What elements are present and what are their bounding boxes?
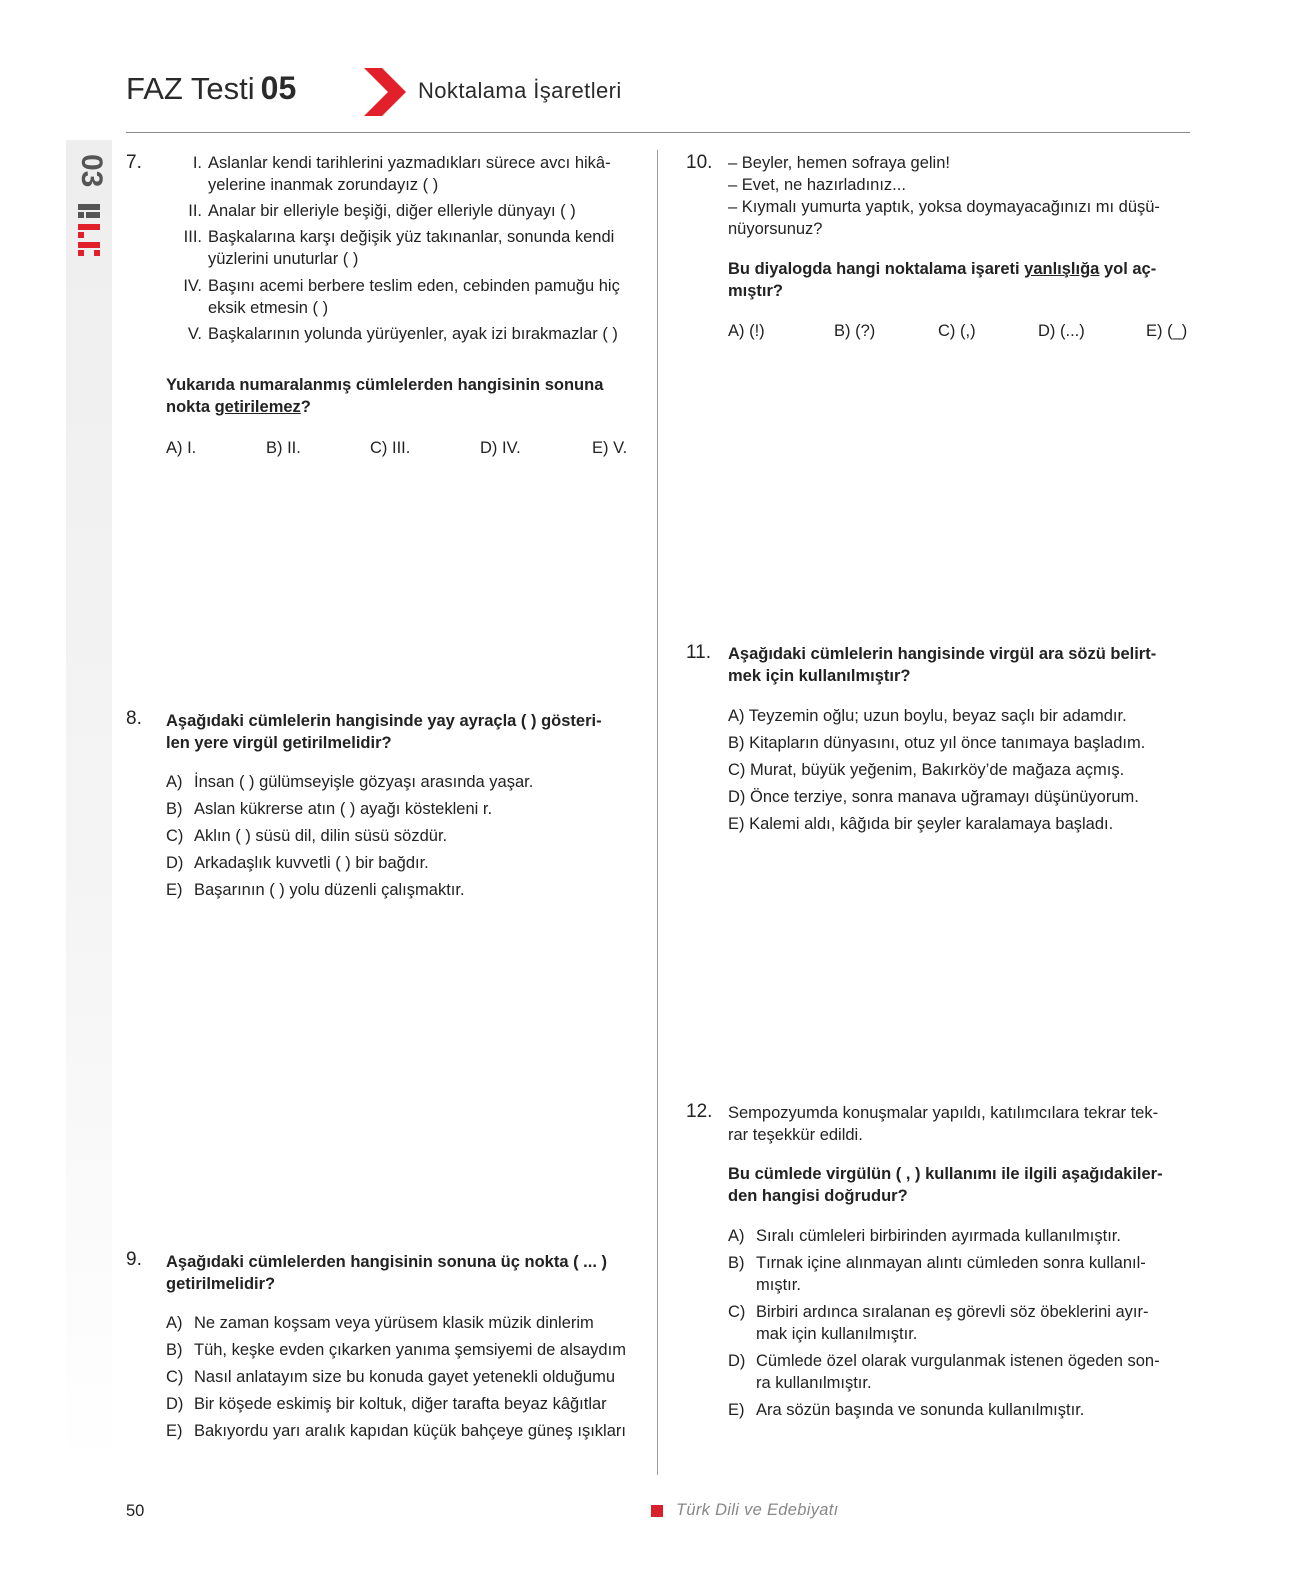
test-title xyxy=(126,70,296,107)
q12-question: Bu cümlede virgülün ( , ) kullanımı ile ilgili aşağıdakiler- den hangisi doğrudur? xyxy=(728,1165,1163,1205)
q10-dialog: – Beyler, hemen sofraya gelin! – Evet, ne hazırladınız... – Kıymalı yumurta yaptık, yoksa doymayacağınızı mı düşü- nüyorsunuz? xyxy=(728,154,1160,238)
answer-option[interactable]: C) Murat, büyük yeğenim, Bakırköy’de mağaza açmış. xyxy=(728,761,1125,779)
chevron-right-icon xyxy=(364,68,406,116)
answer-option[interactable]: D) (...) xyxy=(1038,322,1085,340)
statement-item: I. Aslanlar kendi tarihlerini yazmadıkları sürece avcı hikâ- yelerine inanmak zorundayız ( ) xyxy=(192,154,611,194)
answer-option[interactable]: B) Tüh, keşke evden çıkarken yanıma şemsiyemi de alsaydım xyxy=(166,1341,626,1359)
answer-option[interactable]: E) V. xyxy=(592,439,628,457)
answer-option[interactable]: E) Bakıyordu yarı aralık kapıdan küçük bahçeye güneş ışıkları xyxy=(166,1422,626,1440)
answer-option[interactable]: C) Birbiri ardınca sıralanan eş görevli söz öbeklerini ayır- mak için kullanılmıştır. xyxy=(728,1303,1149,1343)
answer-option[interactable]: E) Başarının ( ) yolu düzenli çalışmaktır. xyxy=(166,881,465,899)
page-number: 50 xyxy=(126,1502,145,1520)
q11-question: Aşağıdaki cümlelerin hangisinde virgül ara sözü belirt- mek için kullanılmıştır? xyxy=(728,645,1157,685)
header-divider xyxy=(126,132,1190,133)
answer-option[interactable]: A) (!) xyxy=(728,322,765,340)
answer-option[interactable]: D) IV. xyxy=(480,439,521,457)
q10-question: Bu diyalogda hangi noktalama işareti yanlışlığa yol aç- mıştır? xyxy=(728,260,1157,300)
faz-side-logo xyxy=(70,150,110,260)
answer-option[interactable]: A) Sıralı cümleleri birbirinden ayırmada kullanılmıştır. xyxy=(728,1227,1121,1245)
answer-option[interactable]: C) (,) xyxy=(938,322,976,340)
subject-label: Türk Dili ve Edebiyatı xyxy=(676,1501,839,1519)
answer-option[interactable]: A) Ne zaman koşsam veya yürüsem klasik müzik dinlerim xyxy=(166,1314,594,1332)
question-number: 8. xyxy=(126,708,142,729)
q12-stem: Sempozyumda konuşmalar yapıldı, katılımcılara tekrar tek- rar teşekkür edildi. xyxy=(728,1104,1159,1144)
answer-option[interactable]: D) Bir köşede eskimiş bir koltuk, diğer tarafta beyaz kâğıtlar xyxy=(166,1395,607,1413)
q9-question: Aşağıdaki cümlelerden hangisinin sonuna üç nokta ( ... ) getirilmelidir? xyxy=(166,1253,607,1293)
answer-option[interactable]: A) İnsan ( ) gülümseyişle gözyaşı arasında yaşar. xyxy=(166,773,534,791)
question-number: 7. xyxy=(126,152,142,173)
question-number: 12. xyxy=(686,1101,713,1122)
q8-question: Aşağıdaki cümlelerin hangisinde yay ayraçla ( ) gösteri- len yere virgül getirilmelidir? xyxy=(166,712,602,752)
answer-option[interactable]: C) III. xyxy=(370,439,411,457)
answer-option[interactable]: E) (_) xyxy=(1146,322,1188,340)
svg-text:03: 03 xyxy=(75,154,109,188)
footer-square-icon xyxy=(651,1505,663,1517)
answer-option[interactable]: E) Ara sözün başında ve sonunda kullanılmıştır. xyxy=(728,1401,1085,1419)
q7-statements xyxy=(170,152,640,352)
side-band xyxy=(66,140,112,1470)
question-number: 11. xyxy=(686,642,712,663)
answer-option[interactable]: D) Önce terziye, sonra manava uğramayı düşünüyorum. xyxy=(728,788,1139,806)
answer-option[interactable]: D) Cümlede özel olarak vurgulanmak istenen ögeden son- ra kullanılmıştır. xyxy=(728,1352,1160,1392)
answer-option[interactable]: B) Tırnak içine alınmayan alıntı cümleden sonra kullanıl- mıştır. xyxy=(728,1254,1146,1294)
answer-option[interactable]: E) Kalemi aldı, kâğıda bir şeyler karalamaya başladı. xyxy=(728,815,1114,833)
question-number: 10. xyxy=(686,152,713,173)
statement-item: V. Başkalarının yolunda yürüyenler, ayak izi bırakmazlar ( ) xyxy=(187,325,618,343)
answer-option[interactable]: B) II. xyxy=(266,439,301,457)
answer-option[interactable]: C) Aklın ( ) süsü dil, dilin süsü sözdür. xyxy=(166,827,448,845)
q7-question: Yukarıda numaralanmış cümlelerden hangisinin sonuna nokta getirilemez? xyxy=(166,376,604,416)
statement-item: IV. Başını acemi berbere teslim eden, cebinden pamuğu hiç eksik etmesin ( ) xyxy=(183,277,620,317)
answer-option[interactable]: B) Kitapların dünyasını, otuz yıl önce tanımaya başladım. xyxy=(728,734,1146,752)
answer-option[interactable]: A) I. xyxy=(166,439,197,457)
test-title-text: FAZ Testi xyxy=(126,71,255,106)
topic-title: Noktalama İşaretleri xyxy=(418,78,622,103)
answer-option[interactable]: A) Teyzemin oğlu; uzun boylu, beyaz saçlı bir adamdır. xyxy=(728,707,1127,725)
statement-item: II. Analar bir elleriyle beşiği, diğer elleriyle dünyayı ( ) xyxy=(188,202,576,220)
column-divider xyxy=(657,150,658,1475)
statement-item: III. Başkalarına karşı değişik yüz takınanlar, sonunda kendi yüzlerini unuturlar ( ) xyxy=(183,228,615,268)
answer-option[interactable]: D) Arkadaşlık kuvvetli ( ) bir bağdır. xyxy=(166,854,429,872)
answer-option[interactable]: C) Nasıl anlatayım size bu konuda gayet yetenekli olduğumu xyxy=(166,1368,615,1386)
answer-option[interactable]: B) (?) xyxy=(834,322,876,340)
answer-option[interactable]: B) Aslan kükrerse atın ( ) ayağı köstekleni r. xyxy=(166,800,493,818)
question-number: 9. xyxy=(126,1249,142,1270)
test-number: 05 xyxy=(260,70,297,106)
